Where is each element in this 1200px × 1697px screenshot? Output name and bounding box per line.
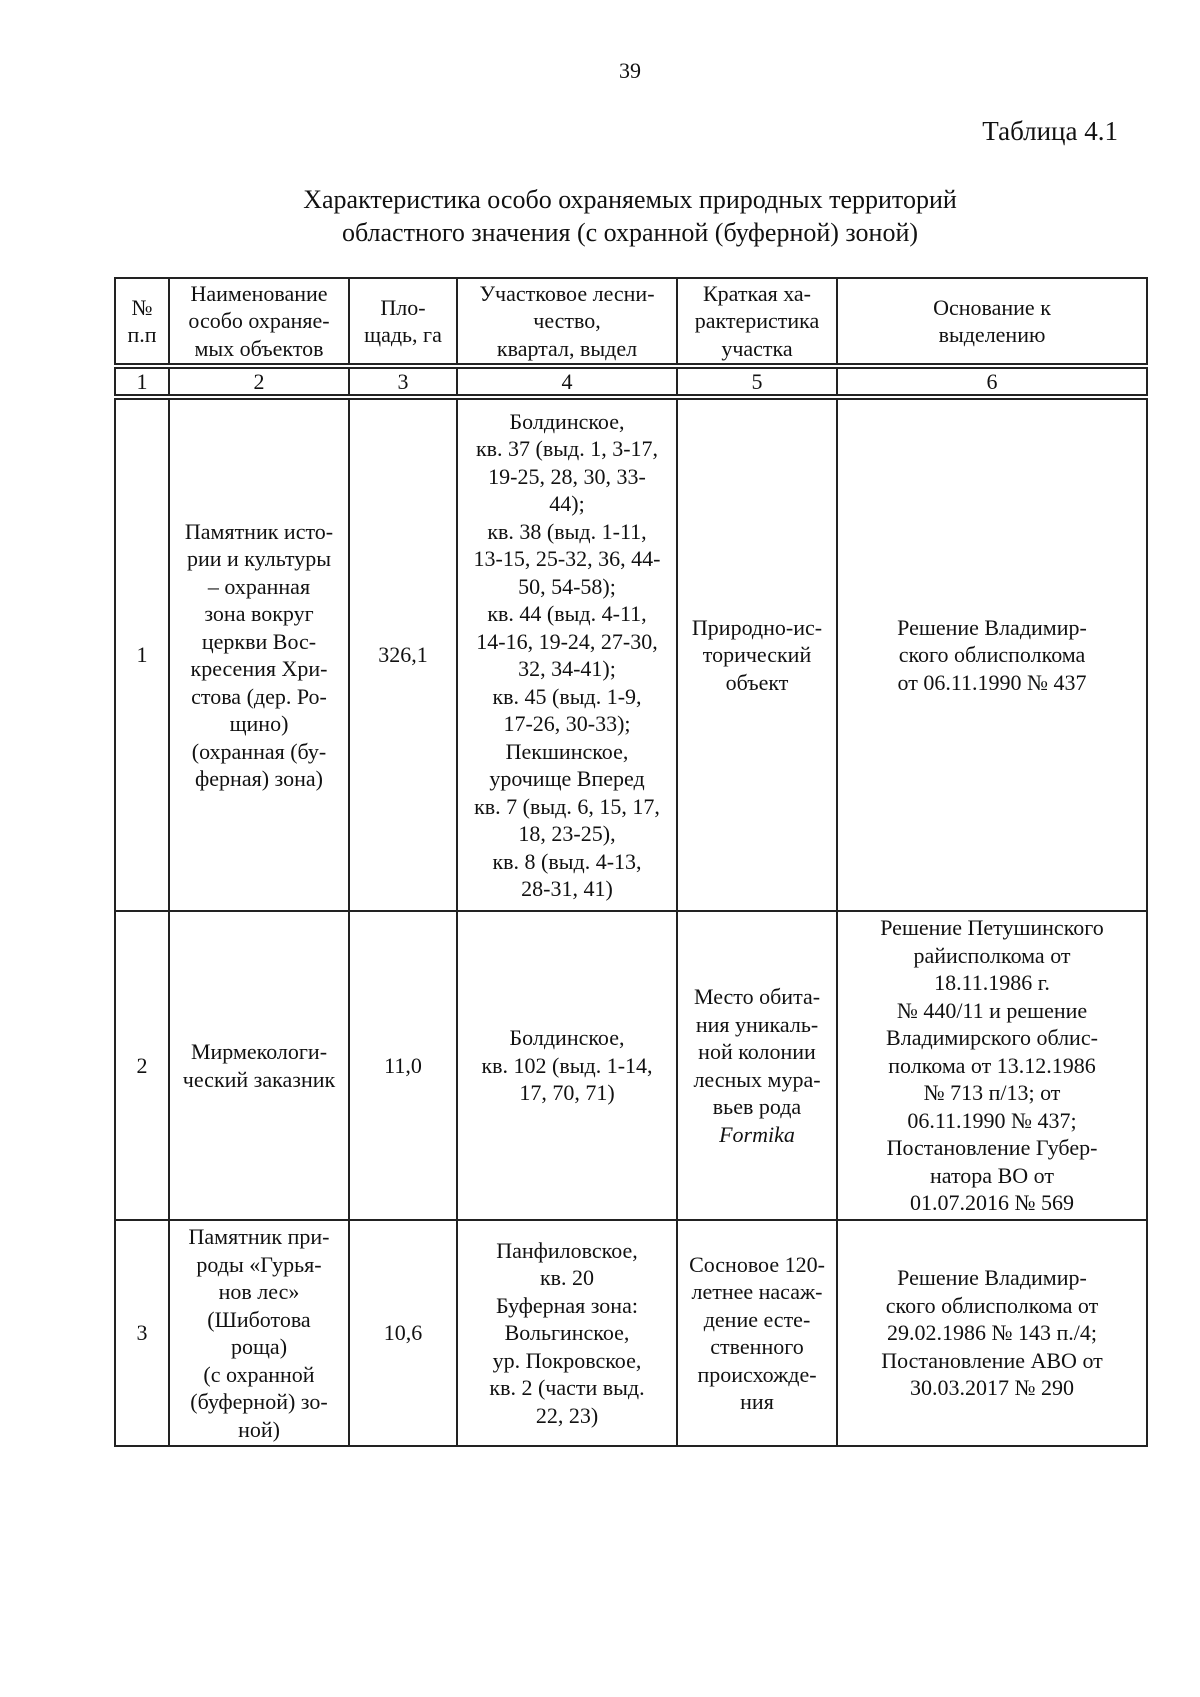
header-cell-number: № п.п — [115, 278, 169, 366]
basis-cell: Решение Петушинского райисполкома от 18.11.1986 г. № 440/11 и решение Владимирского облис- полкома от 13.12.1986 № 713 п/13; от 06.11.1990 № 437; Постановление Губер- натора ВО от 01.07.2016 № 569 — [837, 911, 1147, 1220]
document-title-line-2: областного значения (с охранной (буферной) зоной) — [341, 218, 919, 247]
protected-areas-table — [114, 277, 1148, 1447]
basis-cell: Решение Владимир- ского облисполкома от 06.11.1990 № 437 — [837, 397, 1147, 911]
row-number-cell: 2 — [115, 911, 169, 1220]
column-number-cell: 4 — [457, 366, 677, 397]
column-number-cell: 2 — [169, 366, 349, 397]
column-number-row — [115, 366, 1147, 397]
forestry-cell: Болдинское, кв. 37 (выд. 1, 3-17, 19-25, 28, 30, 33- 44); кв. 38 (выд. 1-11, 13-15, 25-32, 36, 44- 50, 54-58); кв. 44 (выд. 4-11, 14-16, 19-24, 27-30, 32, 34-41); кв. 45 (выд. 1-9, 17-26, 30-33); Пекшинское, урочище Вперед кв. 7 (выд. 6, 15, 17, 18, 23-25), кв. 8 (выд. 4-13, 28-31, 41) — [457, 397, 677, 911]
characteristic-cell: Природно-ис- торический объект — [677, 397, 837, 911]
table-row — [115, 911, 1147, 1220]
object-name-cell: Памятник при- роды «Гурья- нов лес» (Шиботова роща) (с охранной (буферной) зо- ной) — [169, 1220, 349, 1446]
page-number: 39 — [619, 58, 641, 83]
table-label: Таблица 4.1 — [982, 116, 1118, 146]
header-cell-characteristic: Краткая ха- рактеристика участка — [677, 278, 837, 366]
area-cell: 11,0 — [349, 911, 457, 1220]
header-cell-area: Пло- щадь, га — [349, 278, 457, 366]
area-cell: 10,6 — [349, 1220, 457, 1446]
table-row — [115, 1220, 1147, 1446]
forestry-cell: Панфиловское, кв. 20 Буферная зона: Вольгинское, ур. Покровское, кв. 2 (части выд. 22, 23) — [457, 1220, 677, 1446]
characteristic-cell: Сосновое 120- летнее насаж- дение есте- ственного происхожде- ния — [677, 1220, 837, 1446]
column-number-cell: 3 — [349, 366, 457, 397]
basis-cell: Решение Владимир- ского облисполкома от 29.02.1986 № 143 п./4; Постановление АВО от 30.03.2017 № 290 — [837, 1220, 1147, 1446]
area-cell: 326,1 — [349, 397, 457, 911]
document-title-line-1: Характеристика особо охраняемых природных территорий — [303, 185, 957, 214]
header-cell-basis: Основание к выделению — [837, 278, 1147, 366]
row-number-cell: 3 — [115, 1220, 169, 1446]
table-header-row — [115, 278, 1147, 366]
header-cell-forestry: Участковое лесни- чество, квартал, выдел — [457, 278, 677, 366]
object-name-cell: Памятник исто- рии и культуры – охранная зона вокруг церкви Вос- кресения Хри- стова (дер. Ро- щино) (охранная (бу- ферная) зона) — [169, 397, 349, 911]
column-number-cell: 6 — [837, 366, 1147, 397]
object-name-cell: Мирмекологи- ческий заказник — [169, 911, 349, 1220]
row-number-cell: 1 — [115, 397, 169, 911]
table-row — [115, 397, 1147, 911]
column-number-cell: 1 — [115, 366, 169, 397]
header-cell-name: Наименование особо охраняе- мых объектов — [169, 278, 349, 366]
forestry-cell: Болдинское, кв. 102 (выд. 1-14, 17, 70, 71) — [457, 911, 677, 1220]
document-title — [115, 183, 1145, 249]
characteristic-cell: Место обита- ния уникаль- ной колонии лесных мура- вьев рода Formika — [677, 911, 837, 1220]
genus-name: Formika — [719, 1121, 795, 1147]
column-number-cell: 5 — [677, 366, 837, 397]
